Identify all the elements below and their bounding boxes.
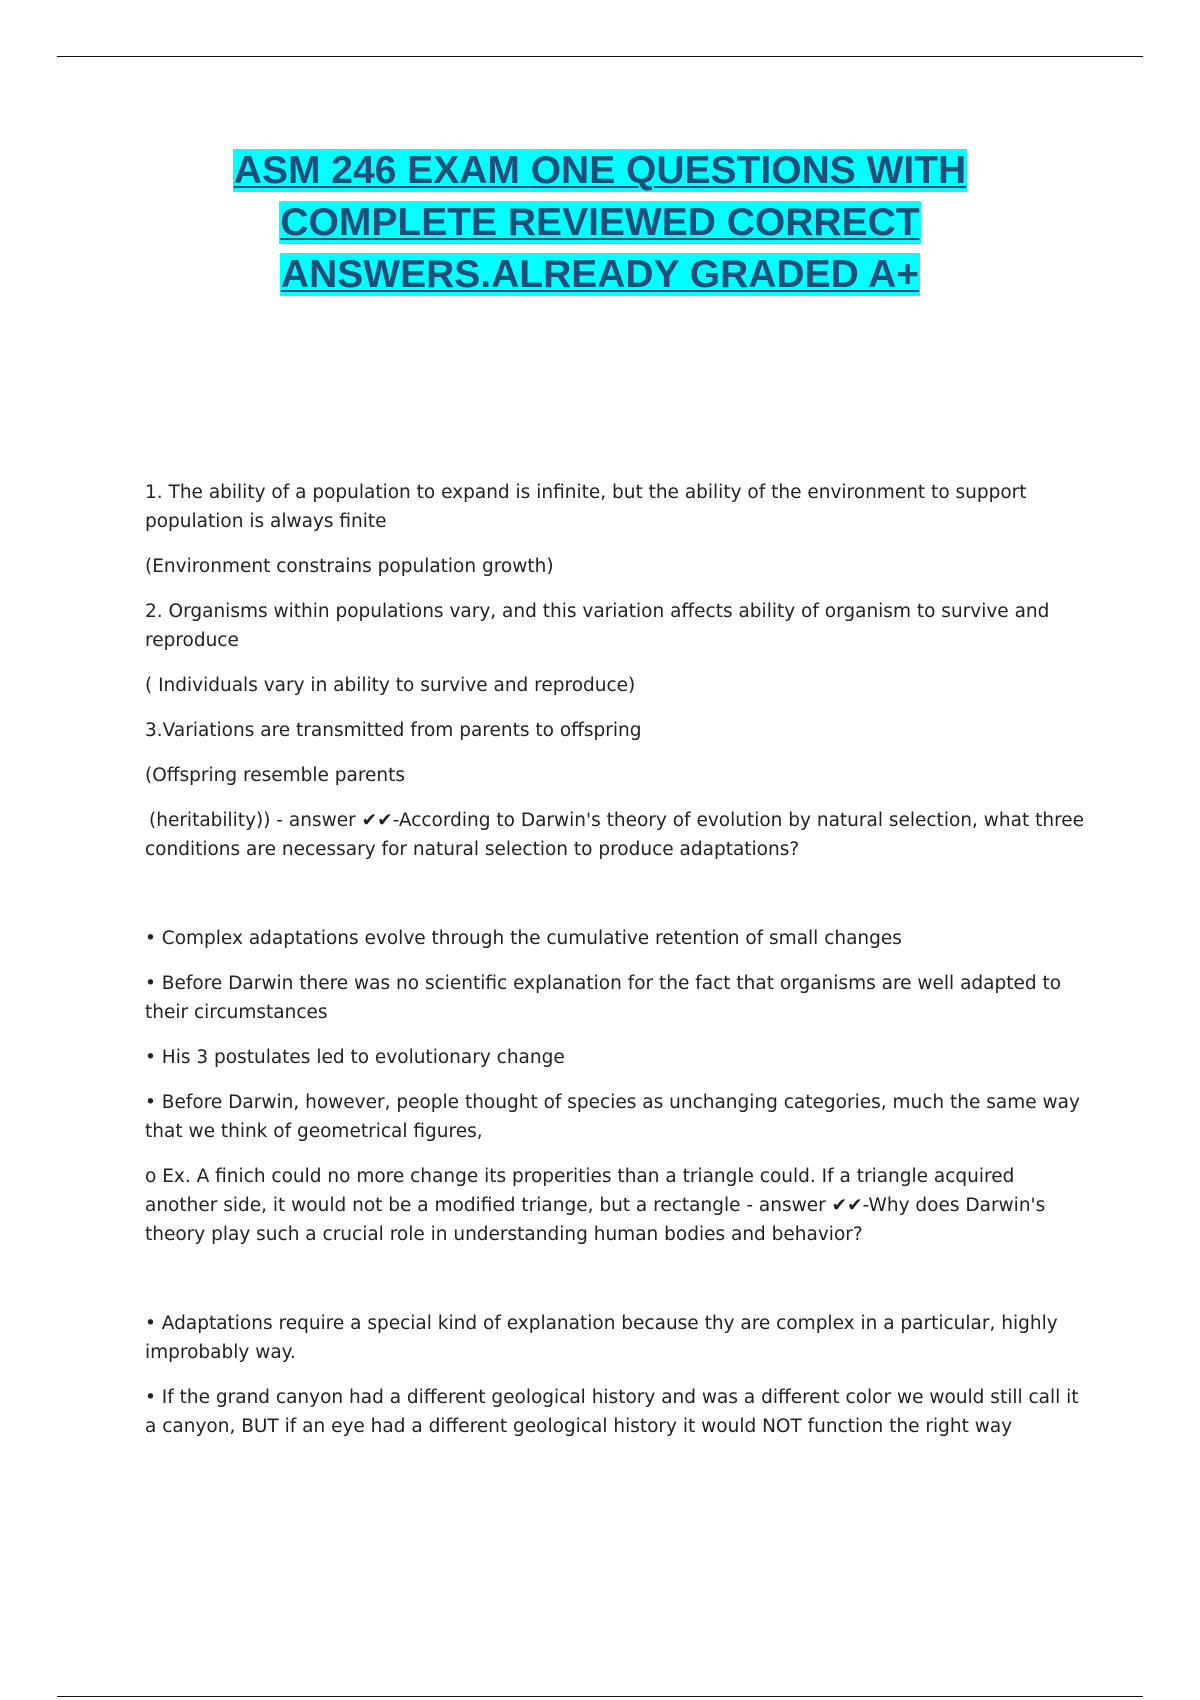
bullet-paragraph-3: • His 3 postulates led to evolutionary change	[145, 1047, 565, 1068]
paragraph-4: ( Individuals vary in ability to survive and reproduce)	[145, 675, 636, 696]
title-line-3	[57, 249, 1143, 301]
paragraph-6: (Offspring resemble parents	[145, 765, 406, 786]
document-title	[57, 145, 1143, 301]
title-text-1: ASM 246 EXAM ONE QUESTIONS WITH	[233, 149, 967, 192]
bullet-paragraph-2: • Before Darwin there was no scientific explanation for the fact that organisms are well adapted to their circumstances	[145, 973, 1062, 1023]
answer-paragraph-1: (heritability)) - answer ✔✔-According to Darwin's theory of evolution by natural selection, what three conditions are necessary for natural selection to produce adaptations?	[145, 810, 1085, 860]
paragraph-1: 1. The ability of a population to expand is infinite, but the ability of the environment to support population is always finite	[145, 482, 1027, 532]
bullet-paragraph-4: • Before Darwin, however, people thought of species as unchanging categories, much the same way that we think of geometrical figures,	[145, 1092, 1080, 1142]
title-text-3: ANSWERS.ALREADY GRADED A+	[280, 253, 920, 296]
paragraph-2: (Environment constrains population growth)	[145, 556, 554, 577]
document-body	[145, 478, 1090, 1457]
title-line-2	[57, 197, 1143, 249]
header-rule	[57, 56, 1143, 57]
paragraph-5: 3.Variations are transmitted from parents to offspring	[145, 720, 642, 741]
paragraph-3: 2. Organisms within populations vary, and this variation affects ability of organism to survive and reproduce	[145, 601, 1050, 651]
footer-rule	[57, 1696, 1143, 1697]
answer-paragraph-2: o Ex. A finich could no more change its properities than a triangle could. If a triangle acquired another side, it would not be a modified triange, but a rectangle - answer ✔✔-Why does Darwin's theory play such a crucial role in understanding human bodies and behavior?	[145, 1166, 1046, 1245]
title-line-1	[57, 145, 1143, 197]
bullet-paragraph-1: • Complex adaptations evolve through the cumulative retention of small changes	[145, 928, 902, 949]
bullet-paragraph-6: • If the grand canyon had a different geological history and was a different color we would still call it a canyon, BUT if an eye had a different geological history it would NOT function the right way	[145, 1387, 1079, 1437]
title-text-2: COMPLETE REVIEWED CORRECT	[280, 201, 920, 244]
bullet-paragraph-5: • Adaptations require a special kind of explanation because thy are complex in a particular, highly improbably way.	[145, 1313, 1058, 1363]
